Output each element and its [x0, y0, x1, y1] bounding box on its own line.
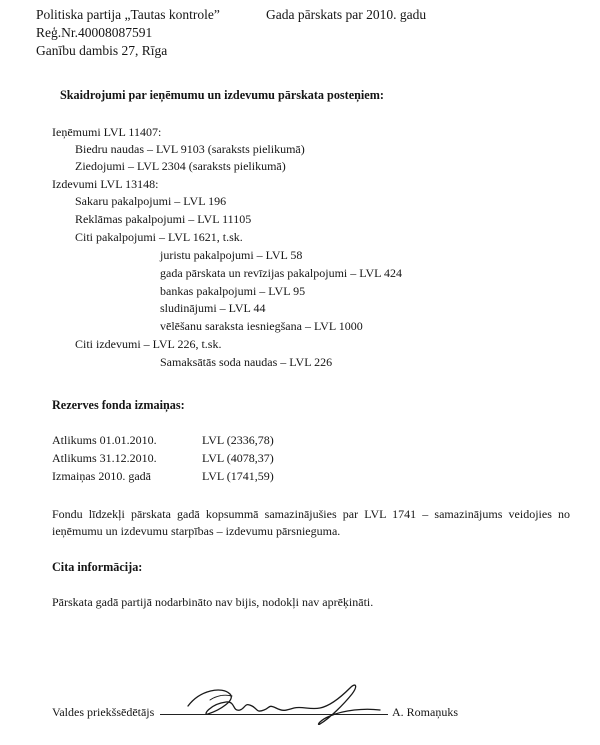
expenses-total: Izdevumi LVL 13148: — [52, 177, 159, 191]
report-title: Gada pārskats par 2010. gadu — [266, 7, 427, 22]
signature-role: Valdes priekšsēdētājs — [52, 705, 155, 719]
reserve-row-value: LVL (2336,78) — [202, 433, 274, 447]
reserve-fund-heading: Rezerves fonda izmaiņas: — [52, 398, 185, 412]
registration-number: Reģ.Nr.40008087591 — [36, 25, 153, 40]
income-total: Ieņēmumi LVL 11407: — [52, 125, 162, 139]
other-services-bank: bankas pakalpojumi – LVL 95 — [160, 284, 306, 298]
expense-item-other-expenses: Citi izdevumi – LVL 226, t.sk. — [75, 337, 222, 351]
explanations-heading: Skaidrojumi par ieņēmumu un izdevumu pārskata posteņiem: — [60, 88, 384, 102]
income-item-donations: Ziedojumi – LVL 2304 (saraksts pielikumā) — [75, 159, 286, 173]
expense-item-communications: Sakaru pakalpojumi – LVL 196 — [75, 194, 227, 208]
other-services-legal: juristu pakalpojumi – LVL 58 — [160, 248, 303, 262]
reserve-row-value: LVL (4078,37) — [202, 451, 274, 465]
other-info-heading: Cita informācija: — [52, 560, 143, 574]
handwritten-signature — [180, 680, 390, 730]
income-item-membership-fees: Biedru naudas – LVL 9103 (saraksts pielikumā) — [75, 142, 305, 156]
reserve-row-label: Atlikums 31.12.2010. — [52, 451, 157, 465]
party-name: Politiska partija „Tautas kontrole” — [36, 7, 220, 22]
reserve-row-label: Atlikums 01.01.2010. — [52, 433, 157, 447]
signatory-name: A. Romaņuks — [392, 705, 458, 719]
reserve-row-value: LVL (1741,59) — [202, 469, 274, 483]
expense-item-advertising: Reklāmas pakalpojumi – LVL 11105 — [75, 212, 252, 226]
reserve-row-label: Izmaiņas 2010. gadā — [52, 469, 151, 483]
other-services-voter-list: vēlēšanu saraksta iesniegšana – LVL 1000 — [160, 319, 363, 333]
other-info-text: Pārskata gadā partijā nodarbināto nav bijis, nodokļi nav aprēķināti. — [52, 595, 374, 609]
expense-item-other-services: Citi pakalpojumi – LVL 1621, t.sk. — [75, 230, 243, 244]
other-expenses-fines: Samaksātās soda naudas – LVL 226 — [160, 355, 333, 369]
reserve-fund-paragraph: Fondu līdzekļi pārskata gadā kopsummā samazinājušies par LVL 1741 – samazinājums veidojies no ieņēmumu un izdevumu starpības – izdevumu pārsnieguma. — [52, 507, 570, 538]
other-services-audit: gada pārskata un revīzijas pakalpojumi – LVL 424 — [160, 266, 403, 280]
address: Ganību dambis 27, Rīga — [36, 43, 168, 58]
other-services-ads: sludinājumi – LVL 44 — [160, 301, 266, 315]
